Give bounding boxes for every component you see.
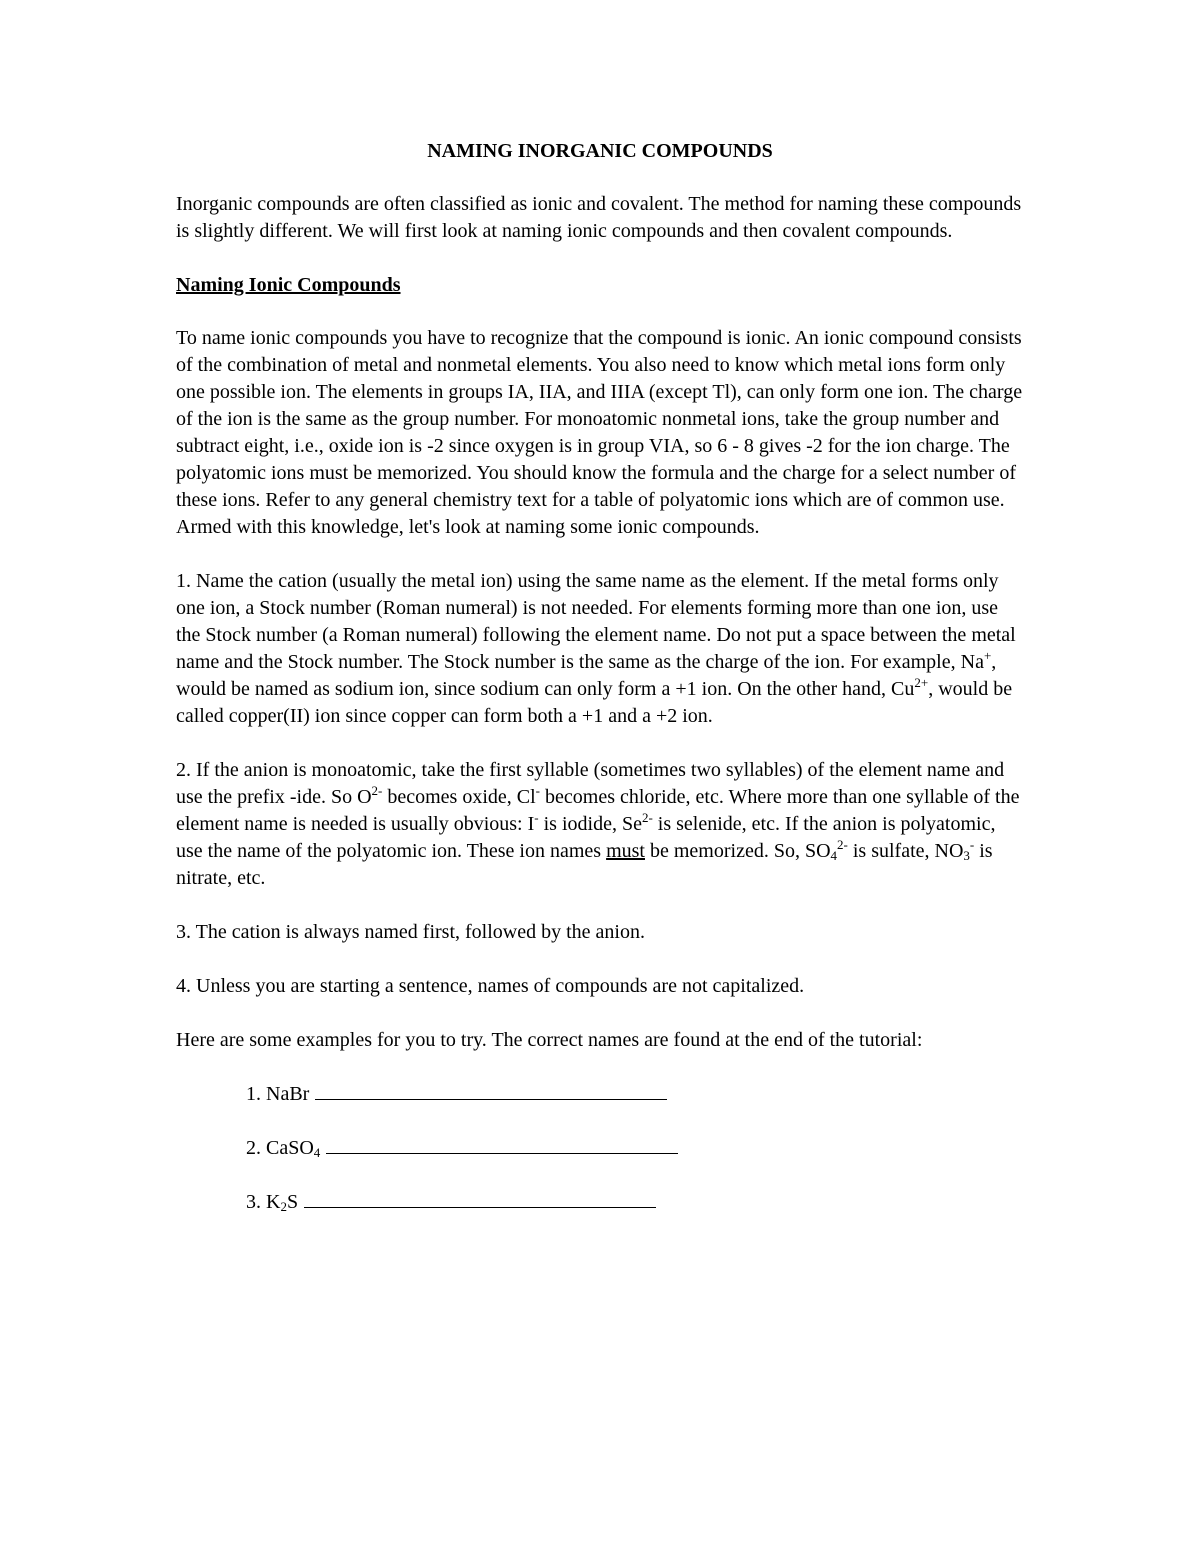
rule-2-sup-se: 2- bbox=[641, 810, 653, 825]
rule-2-text-f: be memorized. So, SO bbox=[644, 840, 831, 862]
rule-2-must: must bbox=[606, 840, 645, 862]
rule-2-text-c: becomes chloride, etc. Where more than one syllable of the element name is needed is usually obvious: I bbox=[176, 786, 1020, 835]
rule-2-sup-i: - bbox=[534, 810, 539, 825]
intro-paragraph: Inorganic compounds are often classified as ionic and covalent. The method for naming these compounds is slightly different. We will first look at naming ionic compounds and then covalent compounds. bbox=[176, 193, 1022, 242]
page-title: NAMING INORGANIC COMPOUNDS bbox=[427, 140, 773, 162]
rule-2-sup-no3: - bbox=[969, 837, 975, 852]
example-formula bbox=[266, 1191, 298, 1213]
answer-blank[interactable] bbox=[304, 1189, 656, 1208]
example-item bbox=[246, 1081, 1024, 1108]
rule-2-sup-so4: 2- bbox=[837, 837, 848, 852]
rule-3-paragraph: 3. The cation is always named first, followed by the anion. bbox=[176, 921, 645, 943]
rule-2-text-h: is nitrate, etc. bbox=[176, 840, 993, 889]
rule-2-text-d: is iodide, Se bbox=[538, 813, 642, 835]
rule-2-sub-so4: 4 bbox=[830, 848, 838, 863]
document-body bbox=[176, 138, 1024, 1243]
rule-2-sup-o: 2- bbox=[371, 783, 383, 798]
rule-2-sub-no3: 3 bbox=[963, 848, 970, 863]
rule-2-sup-cl: - bbox=[535, 783, 541, 798]
rule-1-sup-na: + bbox=[983, 648, 992, 663]
example-formula bbox=[266, 1083, 309, 1105]
ionic-paragraph: To name ionic compounds you have to recognize that the compound is ionic. An ionic compound consists of the combination of metal and nonmetal elements. You also need to know which metal ions form only one possible ion. The elements in groups IA, IIA, and IIIA (except Tl), can only form one ion. The charge of the ion is the same as the group number. For monoatomic nonmetal ions, take the group number and subtract eight, i.e., oxide ion is -2 since oxygen is in group VIA, so 6 - 8 gives -2 for the ion charge. The polyatomic ions must be memorized. You should know the formula and the charge for a select number of these ions. Refer to any general chemistry text for a table of polyatomic ions which are of common use. Armed with this knowledge, let's look at naming some ionic compounds. bbox=[176, 327, 1023, 538]
example-formula-main: NaBr bbox=[266, 1083, 310, 1105]
answer-blank[interactable] bbox=[326, 1135, 678, 1154]
answer-blank[interactable] bbox=[315, 1081, 667, 1100]
rule-2-text-a: 2. If the anion is monoatomic, take the first syllable (sometimes two syllables) of the element name and use the prefix -ide. So O bbox=[176, 759, 1005, 808]
examples-intro: Here are some examples for you to try. The correct names are found at the end of the tutorial: bbox=[176, 1029, 923, 1051]
example-formula-tail: S bbox=[286, 1191, 299, 1213]
example-number: 1. bbox=[246, 1083, 261, 1105]
example-formula-main: K bbox=[266, 1191, 281, 1213]
rule-1-text-c: , would be called copper(II) ion since copper can form both a +1 and a +2 ion. bbox=[176, 678, 1013, 727]
rule-4-paragraph: 4. Unless you are starting a sentence, names of compounds are not capitalized. bbox=[176, 975, 805, 997]
rule-1-text-b: , would be named as sodium ion, since sodium can only form a +1 ion. On the other hand, Cu bbox=[176, 651, 997, 700]
example-item bbox=[246, 1135, 1024, 1162]
rule-2-text-e: is selenide, etc. If the anion is polyatomic, use the name of the polyatomic ion. These ion names bbox=[176, 813, 996, 862]
example-number: 3. bbox=[246, 1191, 261, 1213]
rule-1-text-a: 1. Name the cation (usually the metal ion) using the same name as the element. If the metal forms only one ion, a Stock number (Roman numeral) is not needed. For elements forming more than one ion, use the Stock number (a Roman numeral) following the element name. Do not put a space between the metal name and the Stock number. The Stock number is the same as the charge of the ion. For example, Na bbox=[176, 570, 1016, 673]
example-formula-main: CaSO bbox=[266, 1137, 314, 1159]
example-item bbox=[246, 1189, 1024, 1216]
example-formula-subscript: 4 bbox=[313, 1145, 321, 1160]
example-formula bbox=[266, 1137, 320, 1159]
rule-1-paragraph bbox=[176, 568, 1024, 730]
example-number: 2. bbox=[246, 1137, 261, 1159]
section-heading: Naming Ionic Compounds bbox=[176, 274, 401, 296]
rule-2-paragraph bbox=[176, 757, 1024, 892]
rule-1-sup-cu: 2+ bbox=[914, 675, 929, 690]
example-formula-subscript: 2 bbox=[280, 1199, 287, 1214]
examples-list bbox=[246, 1081, 1024, 1216]
rule-2-text-g: is sulfate, NO bbox=[847, 840, 964, 862]
rule-2-text-b: becomes oxide, Cl bbox=[382, 786, 536, 808]
